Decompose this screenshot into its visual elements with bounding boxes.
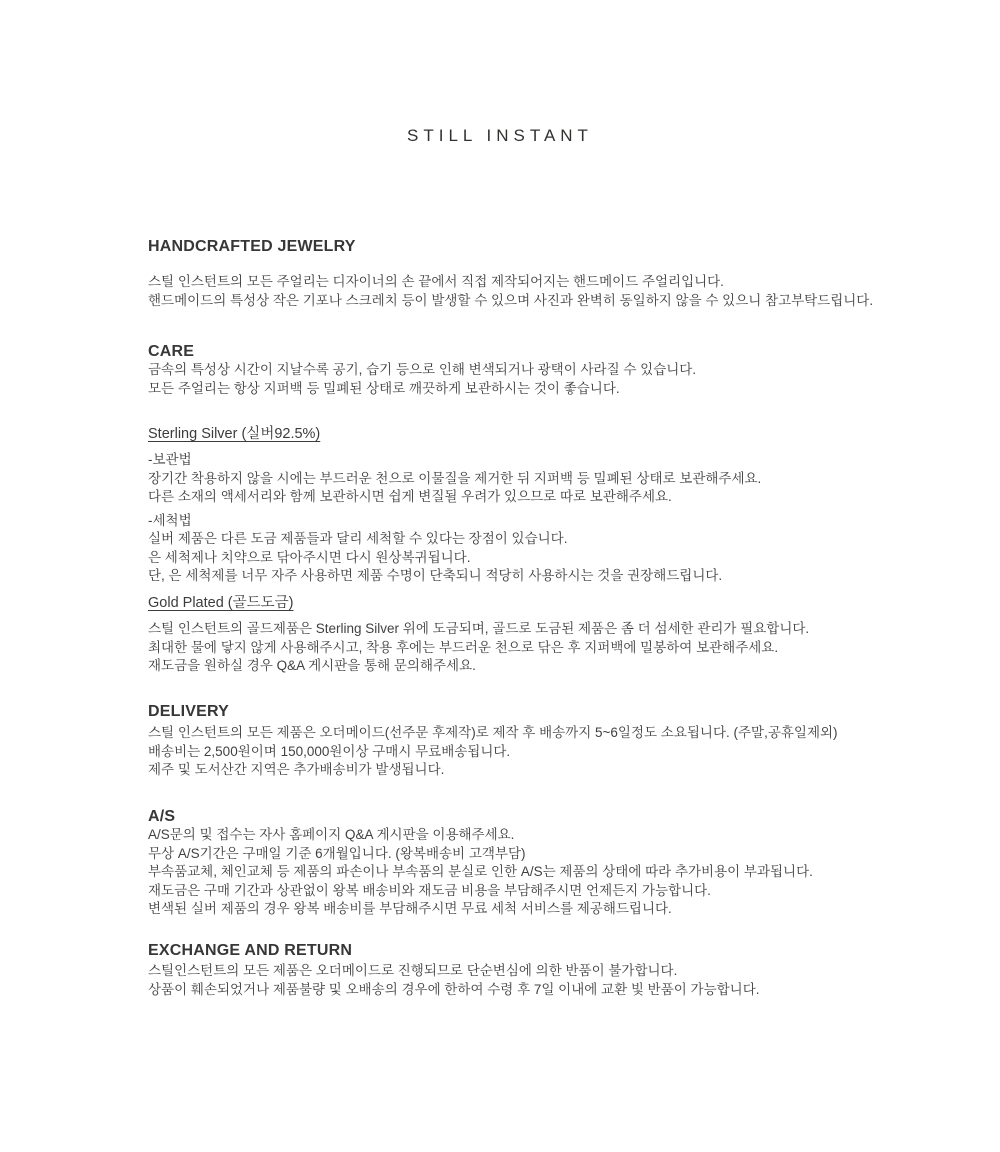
brand-title: STILL INSTANT <box>407 126 593 145</box>
section-after-service <box>148 807 968 919</box>
section-heading-handcrafted: HANDCRAFTED JEWELRY <box>148 238 356 255</box>
body-line: 제주 및 도서산간 지역은 추가배송비가 발생됩니다. <box>148 762 445 777</box>
subsection-heading-sterling-silver: Sterling Silver (실버92.5%) <box>148 426 321 442</box>
sterling-cleaning-group <box>148 512 968 586</box>
body-line: 실버 제품은 다른 도금 제품들과 달리 세척할 수 있다는 장점이 있습니다. <box>148 531 568 546</box>
body-line: 변색된 실버 제품의 경우 왕복 배송비를 부담해주시면 무료 세척 서비스를 제공해드립니다. <box>148 901 672 916</box>
body-line: A/S문의 및 접수는 자사 홈페이지 Q&A 게시판을 이용해주세요. <box>148 827 515 842</box>
section-gold-plated <box>148 595 968 676</box>
body-line: 핸드메이드의 특성상 작은 기포나 스크레치 등이 발생할 수 있으며 사진과 완벽히 동일하지 않을 수 있으니 참고부탁드립니다. <box>148 292 874 308</box>
body-line: 모든 주얼리는 항상 지퍼백 등 밀폐된 상태로 깨끗하게 보관하시는 것이 좋습니다. <box>148 380 620 396</box>
subsection-heading-gold-plated: Gold Plated (골드도금) <box>148 595 294 611</box>
section-heading-exchange-and-return: EXCHANGE AND RETURN <box>148 942 353 959</box>
section-care <box>148 342 968 398</box>
section-handcrafted-jewelry <box>148 237 968 310</box>
body-line: 은 세척제나 치약으로 닦아주시면 다시 원상복귀됩니다. <box>148 549 471 565</box>
body-line: 장기간 착용하지 않을 시에는 부드러운 천으로 이물질을 제거한 뒤 지퍼백 등 밀폐된 상태로 보관해주세요. <box>148 470 762 486</box>
section-sterling-silver <box>148 426 968 586</box>
body-line: 단, 은 세척제를 너무 자주 사용하면 제품 수명이 단축되니 적당히 사용하시는 것을 권장해드립니다. <box>148 568 723 583</box>
cleaning-method-label: -세척법 <box>148 512 192 528</box>
section-heading-delivery: DELIVERY <box>148 703 230 720</box>
section-heading-after-service: A/S <box>148 808 176 825</box>
body-line: 다른 소재의 액세서리와 함께 보관하시면 쉽게 변질될 우려가 있으므로 따로 보관해주세요. <box>148 489 672 504</box>
body-line: 스틸 인스턴트의 모든 제품은 오더메이드(선주문 후제작)로 제작 후 배송까지 5~6일정도 소요됩니다. (주말,공휴일제외) <box>148 725 838 740</box>
section-exchange-and-return <box>148 941 968 999</box>
body-line: 금속의 특성상 시간이 지날수록 공기, 습기 등으로 인해 변색되거나 광택이 사라질 수 있습니다. <box>148 362 697 377</box>
section-heading-care: CARE <box>148 343 195 360</box>
storage-method-label: -보관법 <box>148 452 192 467</box>
body-line: 스틸인스턴트의 모든 제품은 오더메이드로 진행되므로 단순변심에 의한 반품이 불가합니다. <box>148 963 678 978</box>
body-line: 부속품교체, 체인교체 등 제품의 파손이나 부속품의 분실로 인한 A/S는 제품의 상태에 따라 추가비용이 부과됩니다. <box>148 864 813 879</box>
body-line: 무상 A/S기간은 구매일 기준 6개월입니다. (왕복배송비 고객부담) <box>148 845 526 861</box>
body-line: 재도금을 원하실 경우 Q&A 게시판을 통해 문의해주세요. <box>148 658 476 673</box>
body-line: 최대한 물에 닿지 않게 사용해주시고, 착용 후에는 부드러운 천으로 닦은 후 지퍼백에 밀봉하여 보관해주세요. <box>148 639 779 655</box>
body-line: 배송비는 2,500원이며 150,000원이상 구매시 무료배송됩니다. <box>148 743 511 759</box>
sterling-storage-group <box>148 451 968 507</box>
body-line: 재도금은 구매 기간과 상관없이 왕복 배송비와 재도금 비용을 부담해주시면 언제든지 가능합니다. <box>148 882 711 898</box>
body-line: 스틸 인스턴트의 모든 주얼리는 디자이너의 손 끝에서 직접 제작되어지는 핸드메이드 주얼리입니다. <box>148 274 724 289</box>
body-line: 상품이 훼손되었거나 제품불량 및 오배송의 경우에 한하여 수령 후 7일 이내에 교환 빛 반품이 가능합니다. <box>148 981 760 997</box>
body-line: 스틸 인스턴트의 골드제품은 Sterling Silver 위에 도금되며, 골드로 도금된 제품은 좀 더 섬세한 관리가 필요합니다. <box>148 621 810 636</box>
section-delivery <box>148 702 968 780</box>
